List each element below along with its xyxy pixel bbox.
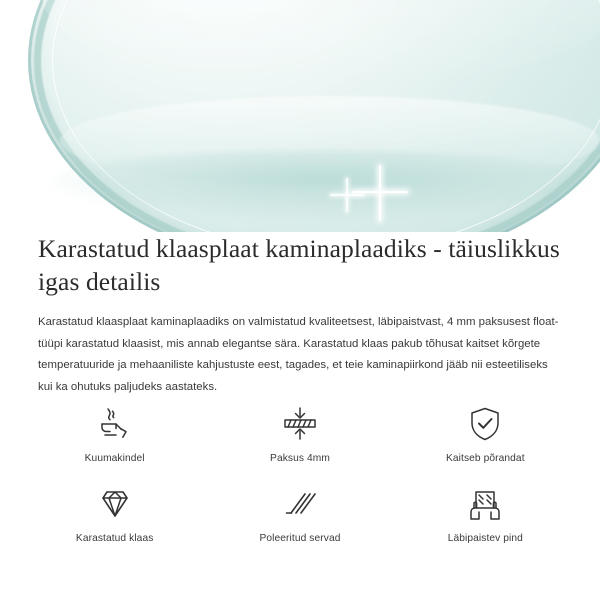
product-description: Karastatud klaasplaat kaminaplaadiks on valmistatud kvaliteetsest, läbipaistvast, 4 mm paksusest float-tüüpi karastatud klaasist, mis annab elegantse sära. Karastatud klaas pakub tõhusat kaitset kõrgete temperatuuride ja mehaaniliste kahjustuste eest, tagades, et teie kaminapiirkond jääb nii esteetiliseks kui ka ohutuks paljudeks aastateks. (38, 316, 559, 393)
glass-edge-shadow (40, 150, 600, 220)
feature-item-thickness (207, 404, 392, 480)
transparent-surface-hands-icon (463, 484, 507, 524)
diamond-tempered-glass-icon (95, 484, 135, 524)
sparkle-small-icon (330, 178, 364, 212)
feature-item-floor-protection (393, 404, 578, 480)
feature-item-polished-edges (207, 484, 392, 560)
feature-item-tempered-glass (22, 484, 207, 560)
text-content (0, 232, 600, 398)
page-title: Karastatud klaasplaat kaminaplaadiks - täiuslikkus igas detailis (38, 234, 560, 296)
thickness-4mm-icon (278, 404, 322, 444)
feature-item-heat-resistant (22, 404, 207, 480)
feature-grid (22, 404, 578, 560)
feature-label: Poleeritud servad (259, 533, 341, 544)
feature-label: Kuumakindel (84, 453, 145, 464)
shield-floor-protection-icon (467, 404, 503, 444)
feature-label: Karastatud klaas (75, 533, 154, 544)
hero-product-image (0, 0, 600, 232)
feature-item-transparent-surface (393, 484, 578, 560)
feature-label: Paksus 4mm (270, 453, 330, 464)
heat-resistant-icon (95, 404, 135, 444)
polished-edges-icon (281, 484, 319, 524)
feature-label: Läbipaistev pind (447, 533, 523, 544)
feature-label: Kaitseb põrandat (446, 453, 525, 464)
